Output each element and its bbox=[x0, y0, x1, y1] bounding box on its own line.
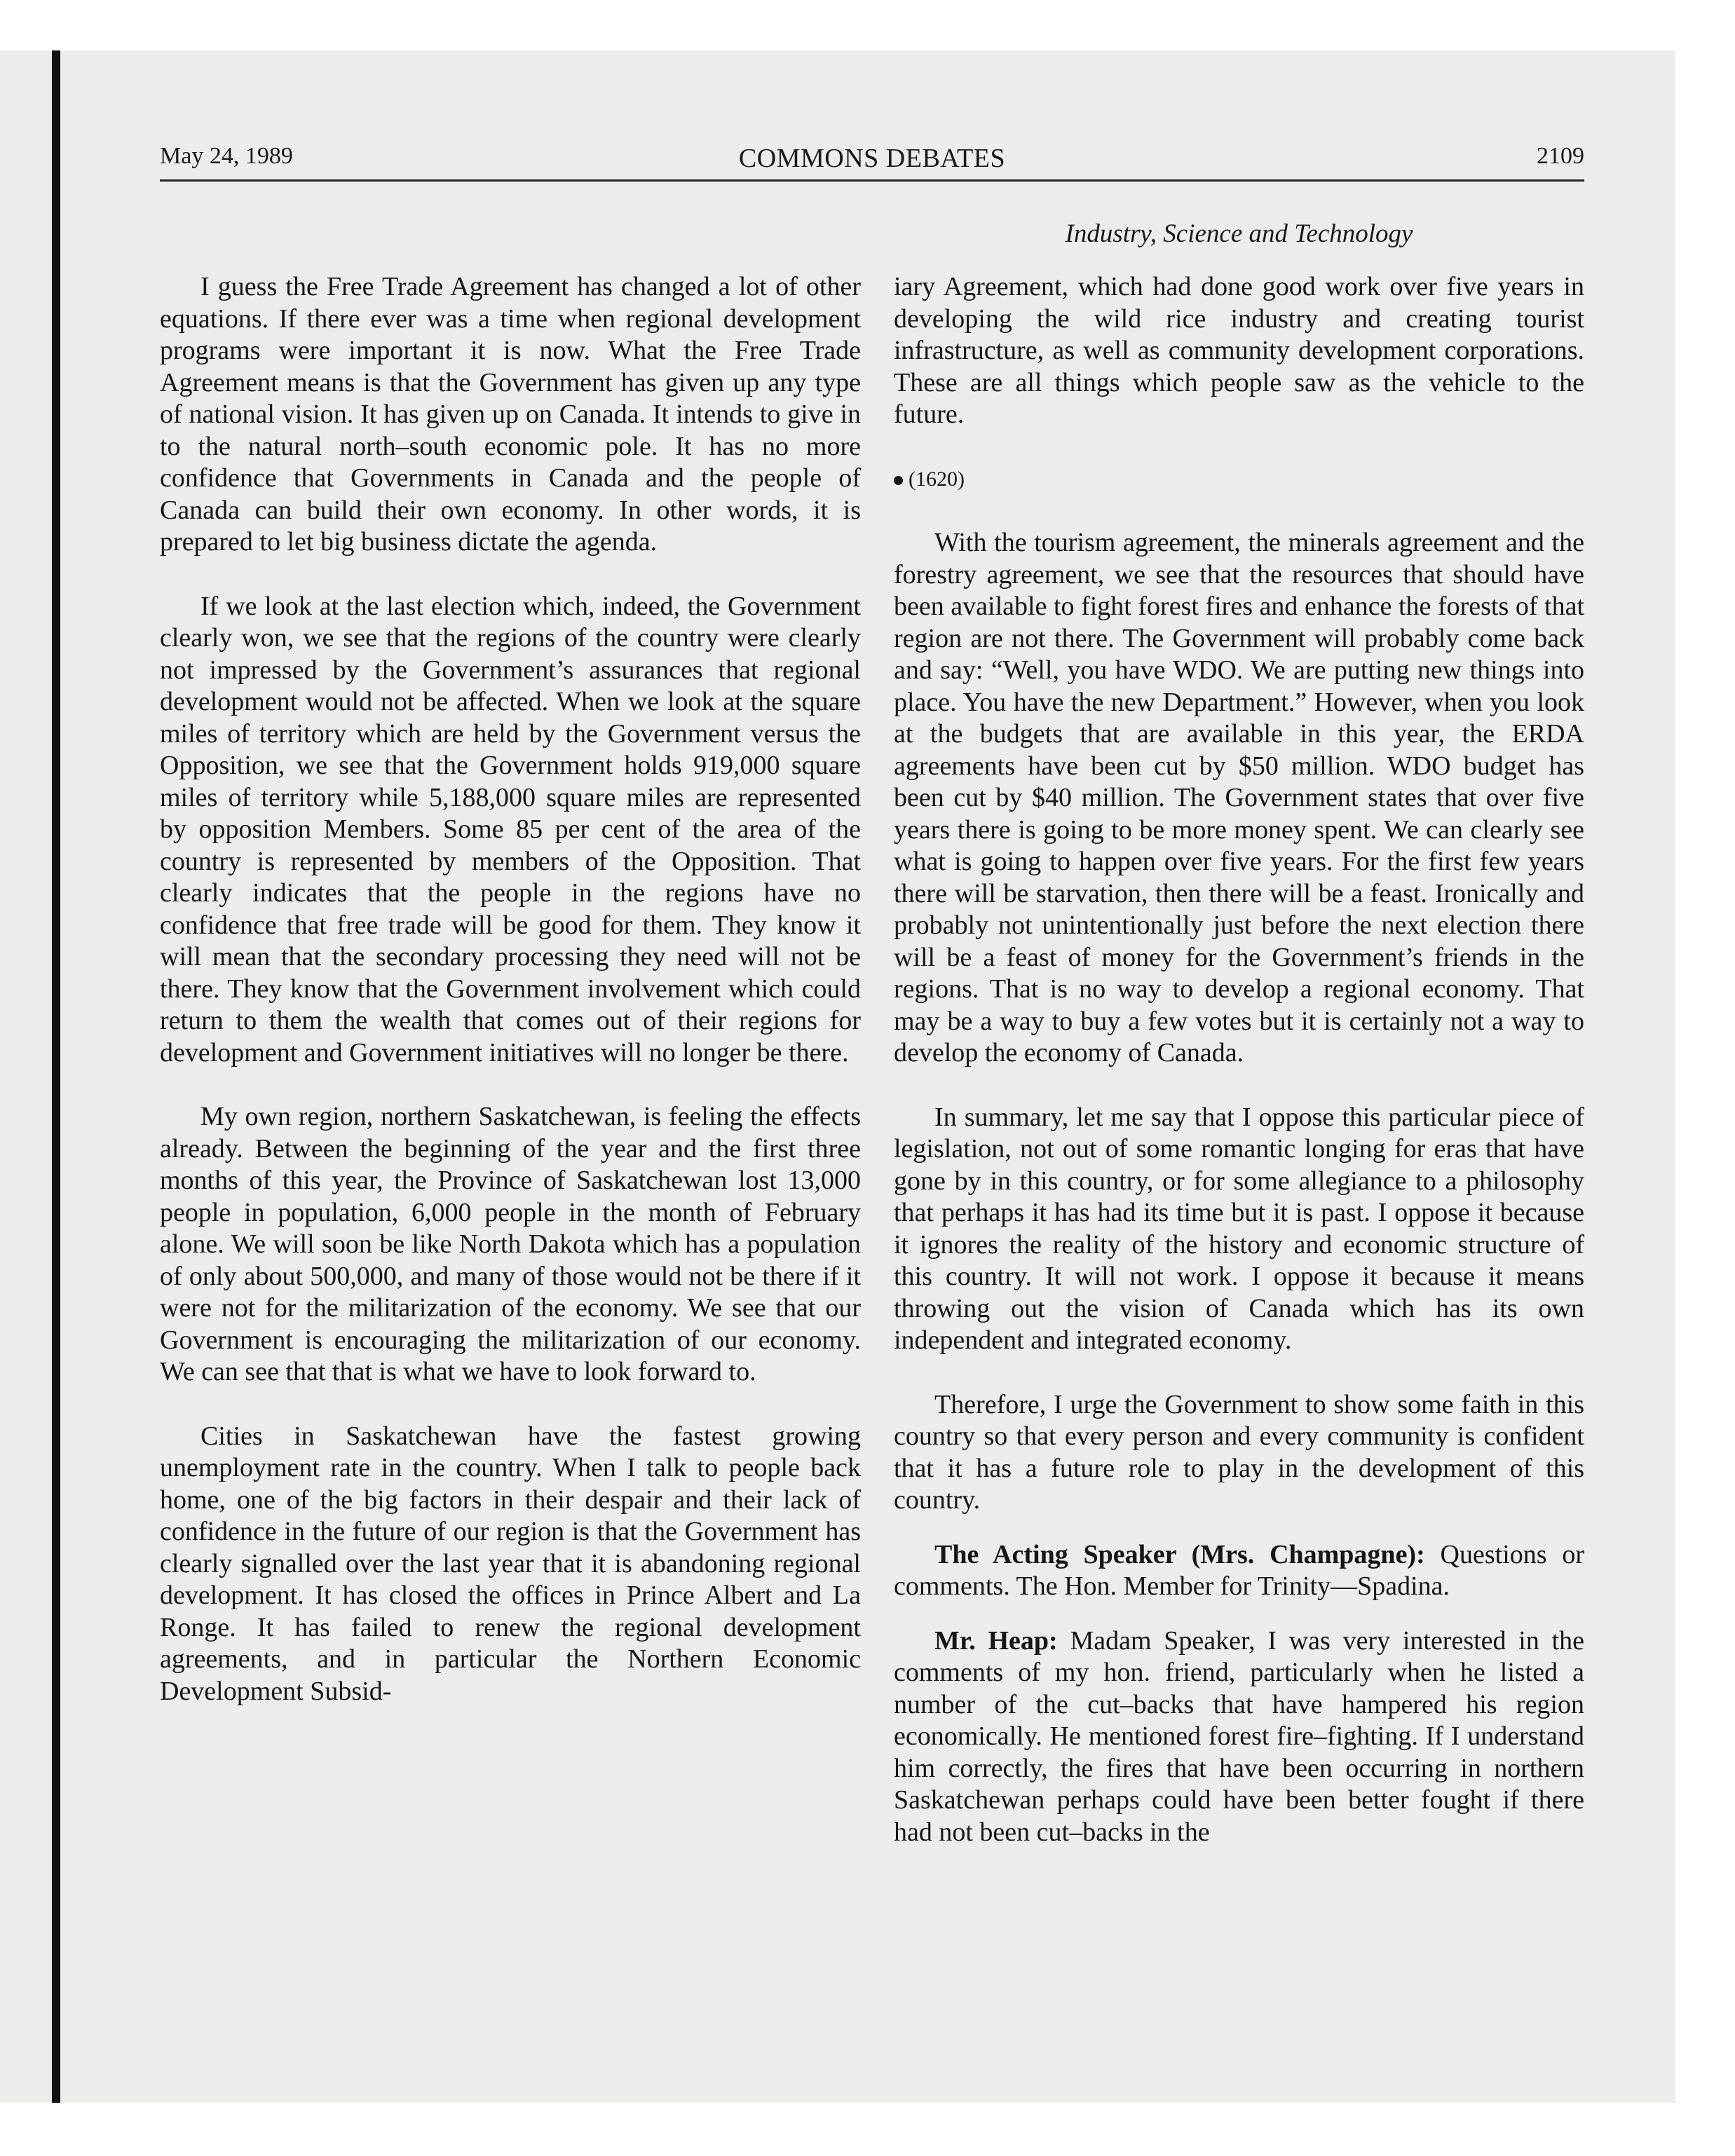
bullet-icon bbox=[894, 476, 903, 485]
right-paragraph-1: With the tourism agreement, the minerals agreement and the forestry agreement, we see that the resources that should have been available to fight forest fires and enhance the forests of that region are not there. The Government will probably come back and say: “Well, you have WDO. We are putting new things into place. You have the new Department.” However, when you look at the budgets that are available in this year, the ERDA agreements have been cut by $50 million. WDO budget has been cut by $40 million. The Government states that over five years there is going to be more money spent. We can clearly see what is going to happen over five years. For the first few years there will be starvation, then there will be a feast. Ironically and probably not unintentionally just before the next election there will be a feast of money for the Government’s friends in the regions. That is no way to develop a regional economy. That may be a way to buy a few votes but it is certainly not a way to develop the economy of Canada. bbox=[894, 528, 1584, 1067]
left-column bbox=[160, 271, 861, 1707]
scan-edge-shadow bbox=[52, 50, 60, 2103]
left-paragraph-3: My own region, northern Saskatchewan, is feeling the effects already. Between the beginning of the year and the first three months of this year, the Province of Saskatchewan lost 13,000 people in population, 6,000 people in the month of February alone. We will soon be like North Dakota which has a population of only about 500,000, and many of those would not be there if it were not for the militarization of the economy. We see that our Government is encouraging the militarization of our economy. We can see that that is what we have to look forward to. bbox=[160, 1102, 861, 1386]
right-continuation: iary Agreement, which had done good work over five years in developing the wild rice industry and creating tourist infrastructure, as well as community development corporations. These are all things which people saw as the vehicle to the future. bbox=[894, 272, 1584, 429]
speech-acting-speaker bbox=[894, 1539, 1584, 1603]
time-marker bbox=[894, 463, 1584, 496]
left-paragraph-4: Cities in Saskatchewan have the fastest growing unemployment rate in the country. When I talk to people back home, one of the big factors in their despair and their lack of confidence in the future of our region is that the Government has clearly signalled over the last year that it is abandoning regional development. It has closed the offices in Prince Albert and La Ronge. It has failed to renew the regional development agreements, and in particular the Northern Economic Development Subsid- bbox=[160, 1421, 861, 1706]
page-number: 2109 bbox=[1537, 143, 1584, 169]
speech-mr-heap bbox=[894, 1625, 1584, 1849]
left-paragraph-1: I guess the Free Trade Agreement has changed a lot of other equations. If there ever was a time when regional development programs were important it is now. What the Free Trade Agreement means is that the Government has given up any type of national vision. It has given up on Canada. It intends to give in to the natural north–south economic pole. It has no more confidence that Governments in Canada and the people of Canada can build their own economy. In other words, it is prepared to let big business dictate the agenda. bbox=[160, 272, 861, 557]
left-paragraph-2: If we look at the last election which, indeed, the Government clearly won, we see that the regions of the country were clearly not impressed by the Government’s assurances that regional development would not be affected. When we look at the square miles of territory which are held by the Government versus the Opposition, we see that the Government holds 919,000 square miles of territory while 5,188,000 square miles are represented by opposition Members. Some 85 per cent of the area of the country is represented by members of the Opposition. That clearly indicates that the people in the regions have no confidence that free trade will be good for them. They know it will mean that the secondary processing they need will not be there. They know that the Government involvement which could return to them the wealth that comes out of their regions for development and Government initiatives will no longer be there. bbox=[160, 591, 861, 1067]
time-marker-text: (1620) bbox=[909, 467, 965, 491]
scan-margin-top bbox=[0, 0, 1735, 50]
scan-margin-bottom bbox=[0, 2103, 1735, 2156]
speaker-name: The Acting Speaker (Mrs. Champagne): bbox=[934, 1539, 1425, 1569]
header-date: May 24, 1989 bbox=[160, 143, 293, 169]
right-paragraph-3: Therefore, I urge the Government to show some faith in this country so that every person and every community is confident that it has a future role to play in the development of this country. bbox=[894, 1389, 1584, 1515]
speech-text: Questions or comments. The Hon. Member for Trinity—Spadina. bbox=[894, 1539, 1584, 1601]
header-rule bbox=[160, 179, 1584, 182]
right-column bbox=[894, 271, 1584, 1848]
scan-margin-right bbox=[1675, 0, 1735, 2156]
header-title: COMMONS DEBATES bbox=[738, 144, 1006, 173]
speech-text: Madam Speaker, I was very interested in the comments of my hon. friend, particularly when he listed a number of the cut–backs that have hampered his region economically. He mentioned forest fire–fighting. If I understand him correctly, the fires that have been occurring in northern Saskatchewan perhaps could have been better fought if there had not been cut–backs in the bbox=[894, 1625, 1584, 1847]
running-header bbox=[160, 137, 1584, 181]
right-paragraph-2: In summary, let me say that I oppose this particular piece of legislation, not out of some romantic longing for eras that have gone by in this country, or for some allegiance to a philosophy that perhaps it has had its time but it is past. I oppose it because it ignores the reality of the history and economic structure of this country. It will not work. I oppose it because it means throwing out the vision of Canada which has its own independent and integrated economy. bbox=[894, 1102, 1584, 1355]
section-title: Industry, Science and Technology bbox=[1065, 219, 1413, 248]
speaker-name: Mr. Heap: bbox=[934, 1625, 1058, 1656]
